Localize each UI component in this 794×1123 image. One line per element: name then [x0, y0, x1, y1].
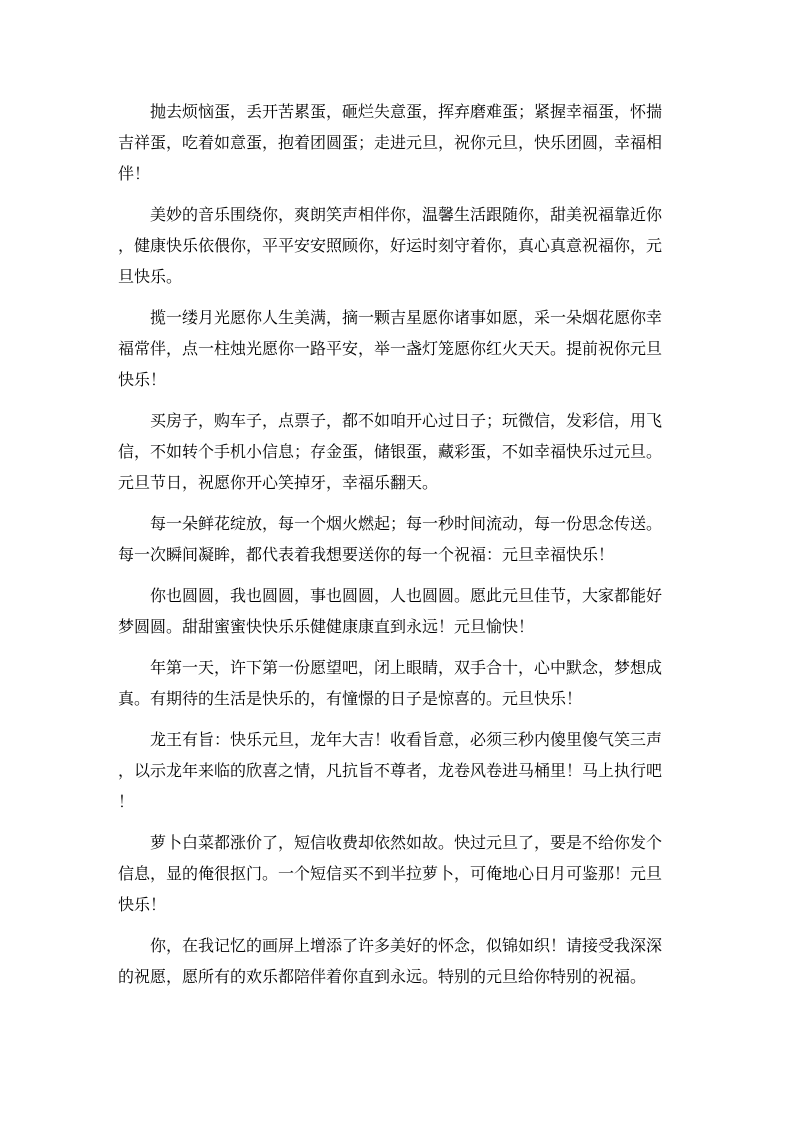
paragraph: 龙王有旨：快乐元旦，龙年大吉！收看旨意，必须三秒内傻里傻气笑三声，以示龙年来临的欣喜之情，凡抗旨不尊者，龙卷风卷进马桶里！马上执行吧！: [118, 730, 663, 811]
paragraph: 你也圆圆，我也圆圆，事也圆圆，人也圆圆。愿此元旦佳节，大家都能好梦圆圆。甜甜蜜蜜快快乐乐健健康康直到永远！元旦愉快！: [118, 586, 663, 636]
paragraph: 美妙的音乐围绕你，爽朗笑声相伴你，温馨生活跟随你，甜美祝福靠近你，健康快乐依偎你，平平安安照顾你，好运时刻守着你，真心真意祝福你，元旦快乐。: [118, 205, 663, 286]
paragraph: 萝卜白菜都涨价了，短信收费却依然如故。快过元旦了，要是不给你发个信息，显的俺很抠门。一个短信买不到半拉萝卜，可俺地心日月可鉴那！元旦快乐！: [118, 833, 663, 914]
paragraph: 抛去烦恼蛋，丢开苦累蛋，砸烂失意蛋，挥弃磨难蛋；紧握幸福蛋，怀揣吉祥蛋，吃着如意蛋，抱着团圆蛋；走进元旦，祝你元旦，快乐团圆，幸福相伴！: [118, 102, 663, 183]
document-body: [118, 96, 666, 1002]
paragraph: 你，在我记忆的画屏上增添了许多美好的怀念，似锦如织！请接受我深深的祝愿，愿所有的欢乐都陪伴着你直到永远。特别的元旦给你特别的祝福。: [118, 936, 663, 986]
paragraph: 每一朵鲜花绽放，每一个烟火燃起；每一秒时间流动，每一份思念传送。每一次瞬间凝眸，都代表着我想要送你的每一个祝福：元旦幸福快乐！: [118, 514, 663, 564]
paragraph: 揽一缕月光愿你人生美满，摘一颗吉星愿你诸事如愿，采一朵烟花愿你幸福常伴，点一柱烛光愿你一路平安，举一盏灯笼愿你红火天天。提前祝你元旦快乐！: [118, 308, 663, 389]
paragraph: 买房子，购车子，点票子，都不如咱开心过日子；玩微信，发彩信，用飞信，不如转个手机小信息；存金蛋，储银蛋，藏彩蛋，不如幸福快乐过元旦。元旦节日，祝愿你开心笑掉牙，幸福乐翻天。: [118, 411, 663, 492]
paragraph: 年第一天，许下第一份愿望吧，闭上眼睛，双手合十，心中默念，梦想成真。有期待的生活是快乐的，有憧憬的日子是惊喜的。元旦快乐！: [118, 658, 663, 708]
